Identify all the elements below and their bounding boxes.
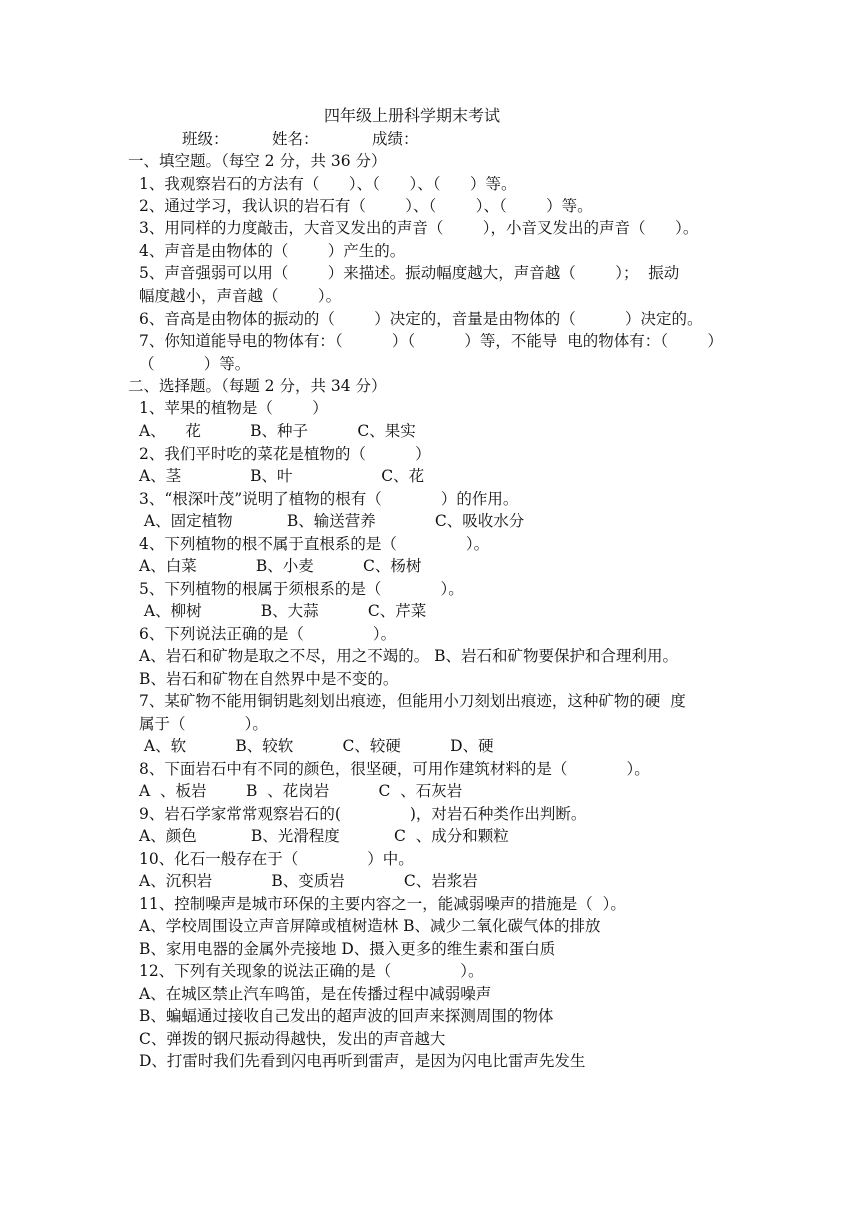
choice-line: A 、板岩 B 、花岗岩 C 、石灰岩 [139, 782, 463, 800]
choice-line: D、打雷时我们先看到闪电再听到雷声，是因为闪电比雷声先发生 [139, 1052, 586, 1070]
choice-line: A、沉积岩 B、变质岩 C、岩浆岩 [139, 872, 478, 890]
choice-line: A、茎 B、叶 C、花 [139, 467, 425, 485]
choice-line: 1、苹果的植物是（ ） [139, 399, 328, 417]
fill-question: 1、我观察岩石的方法有（ ）、（ ）、（ ）等。 [139, 175, 517, 193]
fill-question: 5、声音强弱可以用（ ）来描述。振动幅度越大，声音越（ ）； 振动 [139, 264, 680, 282]
choice-line: 9、岩石学家常常观察岩石的( )，对岩石种类作出判断。 [139, 805, 587, 823]
exam-title: 四年级上册科学期末考试 [324, 106, 501, 125]
choice-line: 7、某矿物不能用铜钥匙刻划出痕迹，但能用小刀刻划出痕迹，这种矿物的硬 度 [139, 692, 686, 710]
choice-line: B、岩石和矿物在自然界中是不变的。 [139, 670, 399, 688]
choice-line: 10、化石一般存在于（ ）中。 [139, 850, 414, 868]
score-label: 成绩： [372, 130, 419, 148]
fill-question: 4、声音是由物体的（ ）产生的。 [139, 242, 406, 260]
section1-heading: 一、填空题。（每空 2 分，共 36 分） [128, 152, 387, 170]
choice-line: 8、下面岩石中有不同的颜色，很坚硬，可用作建筑材料的是（ ）。 [139, 760, 650, 778]
choice-line: A、柳树 B、大蒜 C、芹菜 [139, 602, 427, 620]
choice-line: A、学校周围设立声音屏障或植树造林 B、减少二氧化碳气体的排放 [139, 917, 601, 935]
choice-line: A、在城区禁止汽车鸣笛，是在传播过程中减弱噪声 [139, 985, 492, 1003]
choice-line: A、 花 B、种子 C、果实 [139, 422, 416, 440]
fill-question: 2、通过学习，我认识的岩石有（ ）、（ ）、（ ）等。 [139, 197, 593, 215]
choice-line: A、颜色 B、光滑程度 C 、成分和颗粒 [139, 827, 509, 845]
choice-line: 6、下列说法正确的是（ ）。 [139, 625, 397, 643]
choice-line: A、软 B、较软 C、较硬 D、硬 [139, 737, 494, 755]
choice-line: 11、控制噪声是城市环保的主要内容之一，能减弱噪声的措施是（ ）。 [139, 895, 626, 913]
choice-line: 属于（ ）。 [139, 715, 268, 733]
choice-line: A、固定植物 B、输送营养 C、吸收水分 [139, 512, 525, 530]
choice-line: B、家用电器的金属外壳接地 D、摄入更多的维生素和蛋白质 [139, 940, 556, 958]
choice-line: 5、下列植物的根属于须根系的是（ ）。 [139, 580, 464, 598]
fill-question: 7、你知道能导电的物体有：（ ）（ ）等，不能导 电的物体有：（ ） [139, 332, 723, 350]
choice-line: 2、我们平时吃的菜花是植物的（ ） [139, 445, 431, 463]
fill-question: 幅度越小，声音越（ ）。 [139, 287, 342, 305]
choice-line: B、蝙蝠通过接收自己发出的超声波的回声来探测周围的物体 [139, 1007, 554, 1025]
choice-line: 12、下列有关现象的说法正确的是（ ）。 [139, 962, 484, 980]
choice-line: 3、“根深叶茂”说明了植物的根有（ ）的作用。 [139, 490, 519, 508]
fill-question: 3、用同样的力度敲击，大音叉发出的声音（ ），小音叉发出的声音（ ）。 [139, 219, 699, 237]
choice-line: C、弹拨的钢尺振动得越快，发出的声音越大 [139, 1030, 446, 1048]
class-label: 班级： [182, 130, 229, 148]
name-label: 姓名： [272, 130, 319, 148]
fill-question: （ ）等。 [139, 355, 251, 373]
choice-line: A、岩石和矿物是取之不尽，用之不竭的。 B、岩石和矿物要保护和合理利用。 [139, 647, 679, 665]
fill-question: 6、音高是由物体的振动的（ ）决定的，音量是由物体的（ ）决定的。 [139, 310, 703, 328]
choice-line: 4、下列植物的根不属于直根系的是（ ）。 [139, 535, 490, 553]
section2-heading: 二、选择题。（每题 2 分，共 34 分） [128, 377, 387, 395]
choice-line: A、白菜 B、小麦 C、杨树 [139, 557, 422, 575]
